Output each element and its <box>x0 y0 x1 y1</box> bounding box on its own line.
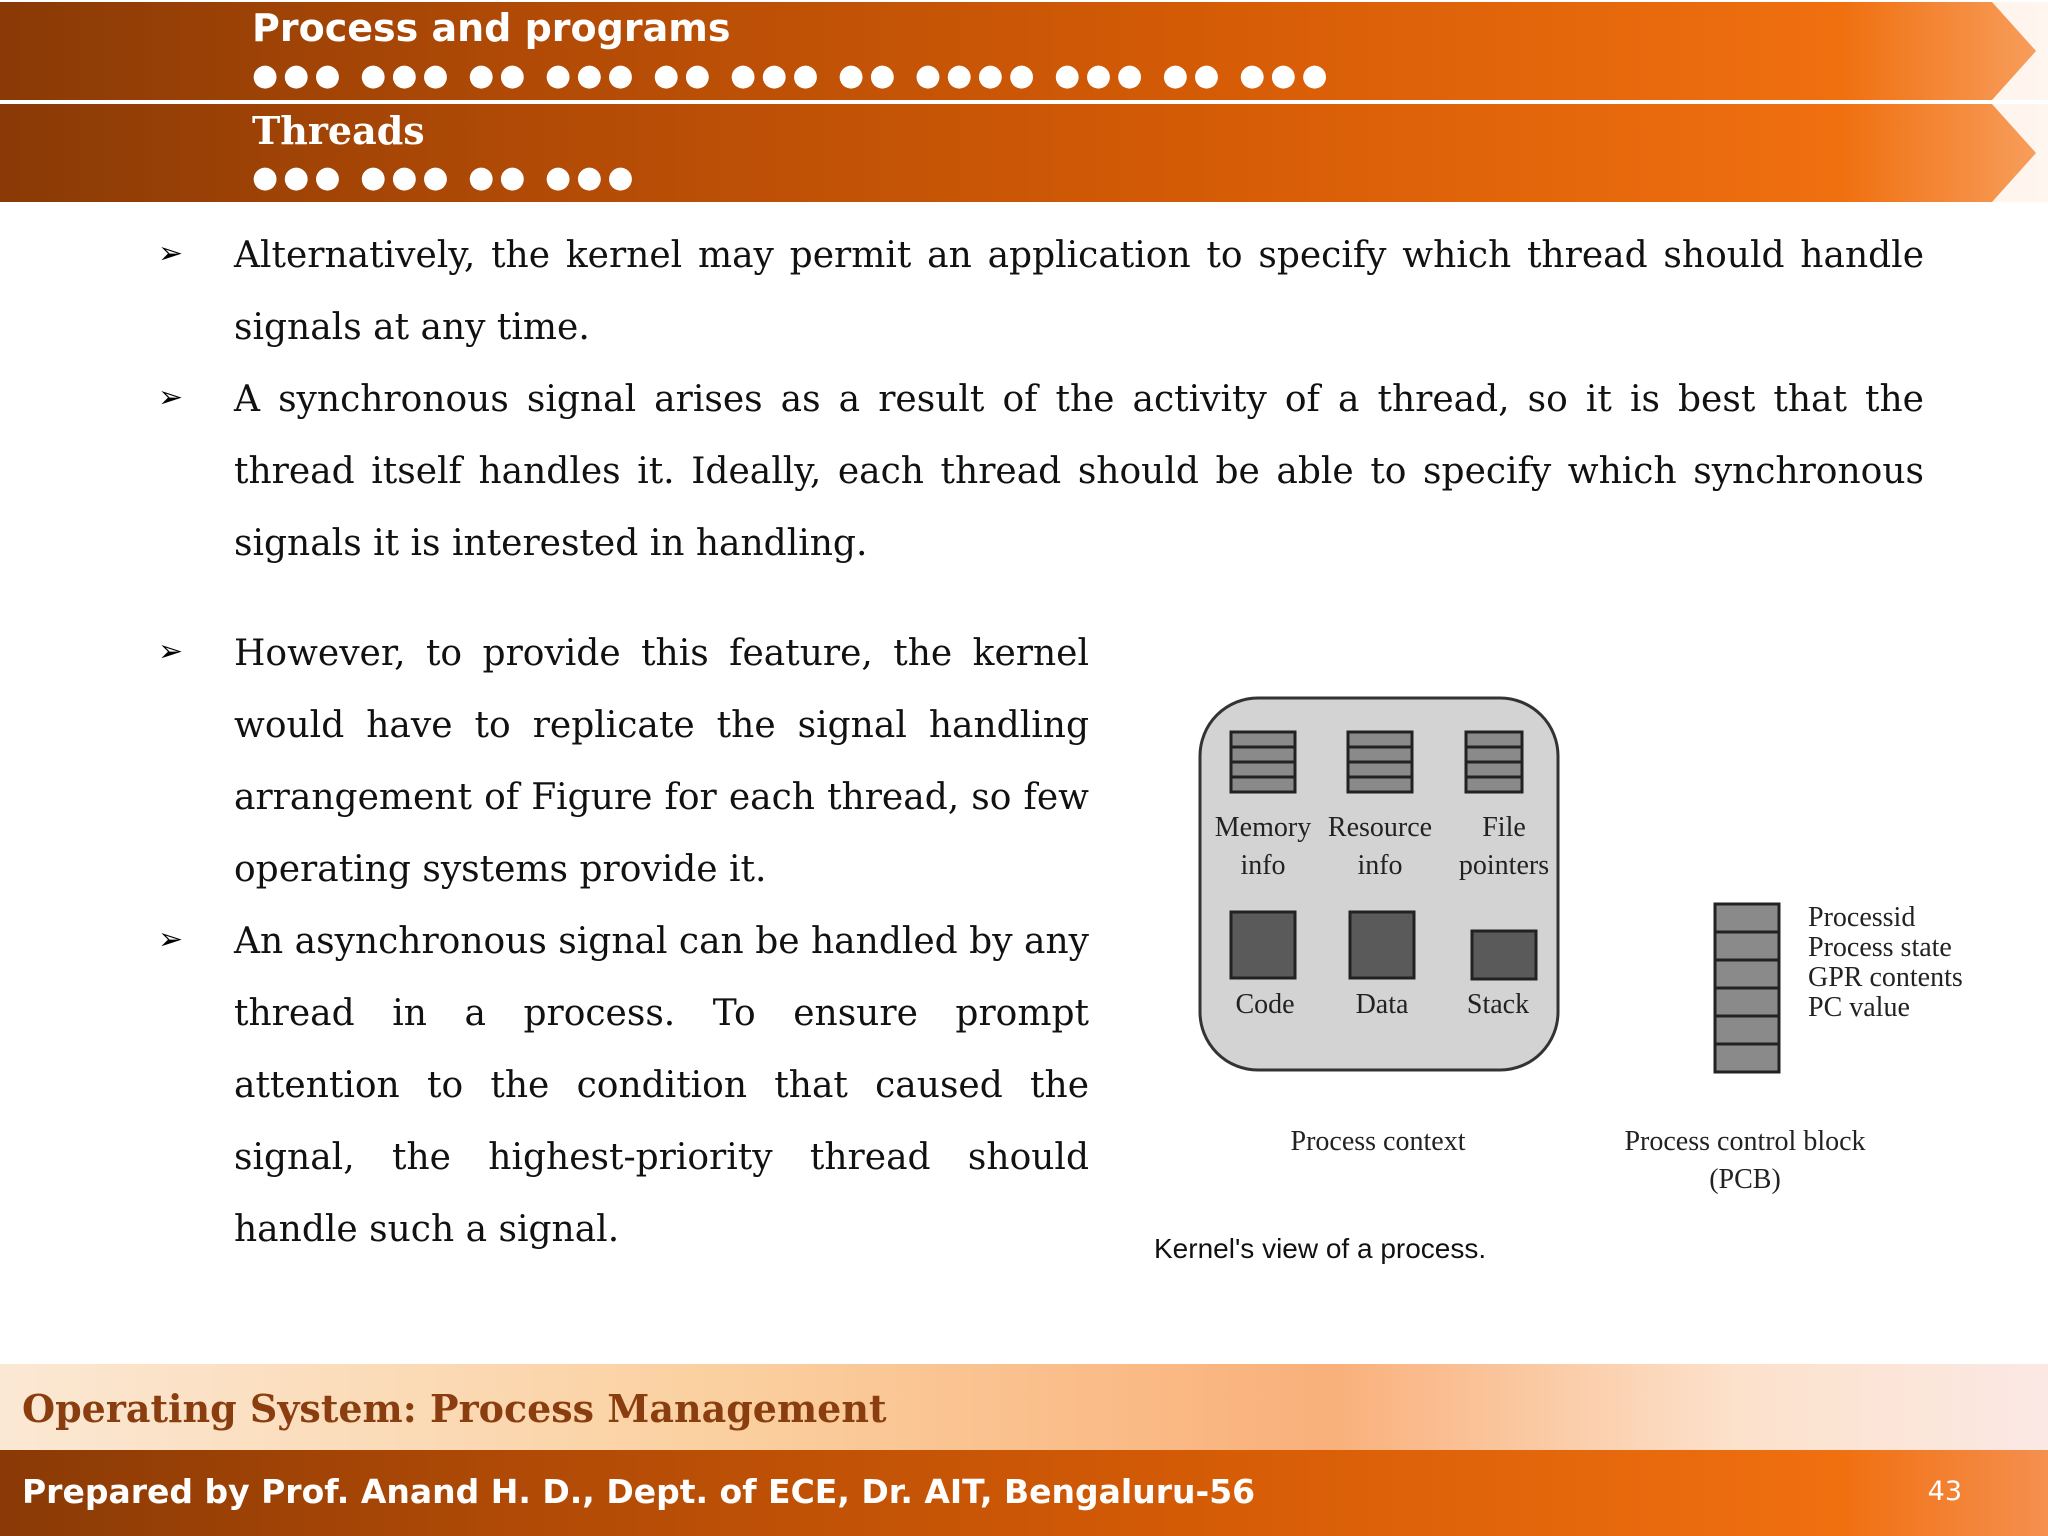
subtitle-banner <box>0 104 2048 202</box>
pcb-field-label: Processid <box>1808 902 1916 933</box>
bullet-text-2: A synchronous signal arises as a result of the activity of a thread, so it is best that the thread itself handles it. Ideally, each thread should be able to specify which synchronous signals it is interested in handling. <box>234 379 1924 564</box>
bullet-arrow-icon: ➢ <box>158 922 184 957</box>
segment-label: Code <box>1235 989 1295 1020</box>
pcb-block <box>1715 904 1779 1072</box>
segment-label: Data <box>1355 989 1409 1020</box>
title-dots: ●●● ●●● ●● ●●● ●● ●●● ●● ●●●● ●●● ●● ●●● <box>252 58 1333 93</box>
pcb-label: (PCB) <box>1709 1164 1781 1195</box>
pcb-field-label: GPR contents <box>1808 962 1963 993</box>
pcb-field-label: PC value <box>1808 992 1910 1023</box>
figure-caption: Kernel's view of a process. <box>1154 1233 1487 1264</box>
code-block <box>1231 912 1295 978</box>
context-item-label: info <box>1357 850 1403 881</box>
slide-title: Process and programs <box>252 6 731 50</box>
bullet-text-4: An asynchronous signal can be handled by any thread in a process. To ensure prompt attention to the condition that caused the signal, the highest-priority thread should handle such a signal. <box>234 921 1089 1250</box>
slide-subtitle: Threads <box>252 108 425 153</box>
context-item-label: pointers <box>1458 850 1550 881</box>
subtitle-dots: ●●● ●●● ●● ●●● <box>252 160 639 195</box>
context-item-label: File <box>1482 812 1526 843</box>
process-context-label: Process context <box>1290 1126 1466 1157</box>
banner-arrow-tip <box>1992 104 2048 202</box>
context-item-label: Resource <box>1327 812 1433 843</box>
bullet-text-3: However, to provide this feature, the kernel would have to replicate the signal handling arrangement of Figure for each thread, so few operating systems provide it. <box>234 633 1089 890</box>
memory-info-icon <box>1231 732 1295 792</box>
context-item-label: info <box>1240 850 1286 881</box>
stack-block <box>1472 931 1536 979</box>
kernel-process-figure <box>1140 680 1970 1280</box>
course-title: Operating System: Process Management <box>22 1386 887 1431</box>
context-item-label: Memory <box>1214 812 1312 843</box>
author-footer <box>0 1450 2048 1536</box>
resource-info-icon <box>1348 732 1412 792</box>
title-banner <box>0 2 2048 100</box>
author-credit: Prepared by Prof. Anand H. D., Dept. of ECE, Dr. AIT, Bengaluru-56 <box>22 1472 1256 1511</box>
banner-arrow-tip <box>1992 2 2048 100</box>
bullet-arrow-icon: ➢ <box>158 380 184 415</box>
bullet-arrow-icon: ➢ <box>158 634 184 669</box>
pcb-field-label: Process state <box>1808 932 1952 963</box>
course-footer <box>0 1364 2048 1450</box>
page-number: 43 <box>1927 1476 1962 1507</box>
segment-label: Stack <box>1466 989 1530 1020</box>
data-block <box>1350 912 1414 978</box>
bullet-text-1: Alternatively, the kernel may permit an application to specify which thread should handle signals at any time. <box>234 235 1924 348</box>
bullet-arrow-icon: ➢ <box>158 236 184 271</box>
pcb-label: Process control block <box>1624 1126 1866 1157</box>
file-pointers-icon <box>1466 732 1522 792</box>
